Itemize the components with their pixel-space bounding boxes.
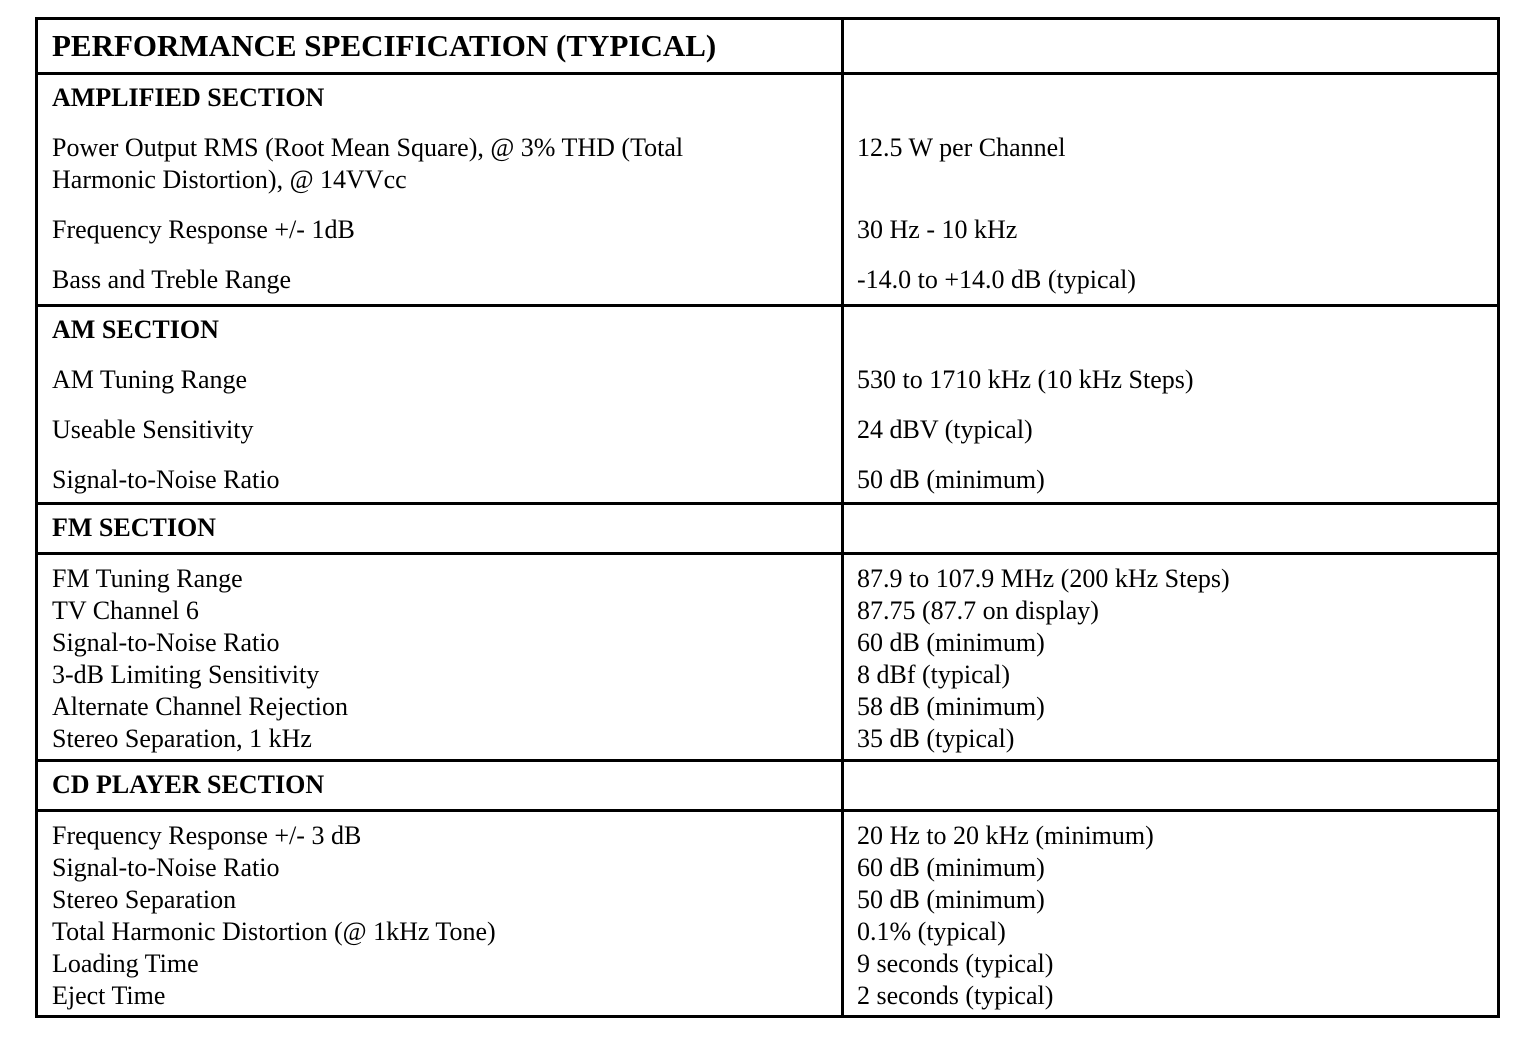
cd-values-cell bbox=[844, 812, 1497, 1015]
title-cell bbox=[38, 20, 844, 72]
fm-snr-value: 60 dB (minimum) bbox=[857, 628, 1045, 657]
amplified-power-label-line1: Power Output RMS (Root Mean Square), @ 3% THD (Total bbox=[52, 133, 684, 162]
cd-snr-value: 60 dB (minimum) bbox=[857, 853, 1045, 882]
am-snr-value: 50 dB (minimum) bbox=[857, 465, 1045, 494]
cd-stereo-value: 50 dB (minimum) bbox=[857, 885, 1045, 914]
amplified-section-heading: AMPLIFIED SECTION bbox=[52, 83, 325, 112]
cd-eject-label: Eject Time bbox=[52, 981, 166, 1010]
fm-tv-channel-label: TV Channel 6 bbox=[52, 596, 199, 625]
page-title: PERFORMANCE SPECIFICATION (TYPICAL) bbox=[52, 28, 717, 63]
fm-tuning-value: 87.9 to 107.9 MHz (200 kHz Steps) bbox=[857, 564, 1230, 593]
fm-heading-row bbox=[38, 502, 1497, 552]
fm-tv-channel-value: 87.75 (87.7 on display) bbox=[857, 596, 1099, 625]
fm-alternate-label: Alternate Channel Rejection bbox=[52, 692, 349, 721]
cd-freq-label: Frequency Response +/- 3 dB bbox=[52, 821, 362, 850]
am-sensitivity-label: Useable Sensitivity bbox=[52, 415, 254, 444]
am-labels-cell bbox=[38, 307, 844, 502]
cd-thd-label: Total Harmonic Distortion (@ 1kHz Tone) bbox=[52, 917, 496, 946]
fm-labels-cell bbox=[38, 555, 844, 759]
am-values-cell bbox=[844, 307, 1497, 502]
spec-table bbox=[35, 17, 1500, 1018]
amplified-power-value: 12.5 W per Channel bbox=[857, 133, 1066, 162]
title-row bbox=[38, 20, 1497, 72]
am-section-row bbox=[38, 304, 1497, 502]
fm-limiting-label: 3-dB Limiting Sensitivity bbox=[52, 660, 320, 689]
fm-values-cell bbox=[844, 555, 1497, 759]
amplified-values-cell bbox=[844, 75, 1497, 304]
am-snr-label: Signal-to-Noise Ratio bbox=[52, 465, 280, 494]
fm-heading-empty-cell bbox=[844, 505, 1497, 552]
cd-heading-empty-cell bbox=[844, 762, 1497, 809]
amplified-bass-label: Bass and Treble Range bbox=[52, 265, 292, 294]
cd-labels-cell bbox=[38, 812, 844, 1015]
cd-loading-value: 9 seconds (typical) bbox=[857, 949, 1054, 978]
fm-section-heading: FM SECTION bbox=[52, 513, 216, 542]
cd-stereo-label: Stereo Separation bbox=[52, 885, 237, 914]
fm-heading-cell bbox=[38, 505, 844, 552]
cd-heading-cell bbox=[38, 762, 844, 809]
fm-items-row bbox=[38, 552, 1497, 759]
cd-thd-value: 0.1% (typical) bbox=[857, 917, 1006, 946]
fm-stereo-value: 35 dB (typical) bbox=[857, 724, 1015, 753]
amplified-bass-value: -14.0 to +14.0 dB (typical) bbox=[857, 265, 1136, 294]
am-tuning-label: AM Tuning Range bbox=[52, 365, 248, 394]
amplified-freq-value: 30 Hz - 10 kHz bbox=[857, 215, 1018, 244]
cd-items-row bbox=[38, 809, 1497, 1015]
amplified-freq-label: Frequency Response +/- 1dB bbox=[52, 215, 355, 244]
cd-snr-label: Signal-to-Noise Ratio bbox=[52, 853, 280, 882]
fm-limiting-value: 8 dBf (typical) bbox=[857, 660, 1011, 689]
am-section-heading: AM SECTION bbox=[52, 315, 219, 344]
amplified-section-row bbox=[38, 72, 1497, 304]
fm-tuning-label: FM Tuning Range bbox=[52, 564, 243, 593]
fm-stereo-label: Stereo Separation, 1 kHz bbox=[52, 724, 312, 753]
amplified-power-label bbox=[52, 132, 831, 196]
cd-section-heading: CD PLAYER SECTION bbox=[52, 770, 325, 799]
cd-eject-value: 2 seconds (typical) bbox=[857, 981, 1054, 1010]
cd-loading-label: Loading Time bbox=[52, 949, 199, 978]
fm-snr-label: Signal-to-Noise Ratio bbox=[52, 628, 280, 657]
amplified-power-label-line2: Harmonic Distortion), @ 14VVcc bbox=[52, 165, 407, 194]
title-empty-cell bbox=[844, 20, 1497, 72]
fm-alternate-value: 58 dB (minimum) bbox=[857, 692, 1045, 721]
am-tuning-value: 530 to 1710 kHz (10 kHz Steps) bbox=[857, 365, 1194, 394]
cd-heading-row bbox=[38, 759, 1497, 809]
amplified-labels-cell bbox=[38, 75, 844, 304]
cd-freq-value: 20 Hz to 20 kHz (minimum) bbox=[857, 821, 1154, 850]
am-sensitivity-value: 24 dBV (typical) bbox=[857, 415, 1033, 444]
